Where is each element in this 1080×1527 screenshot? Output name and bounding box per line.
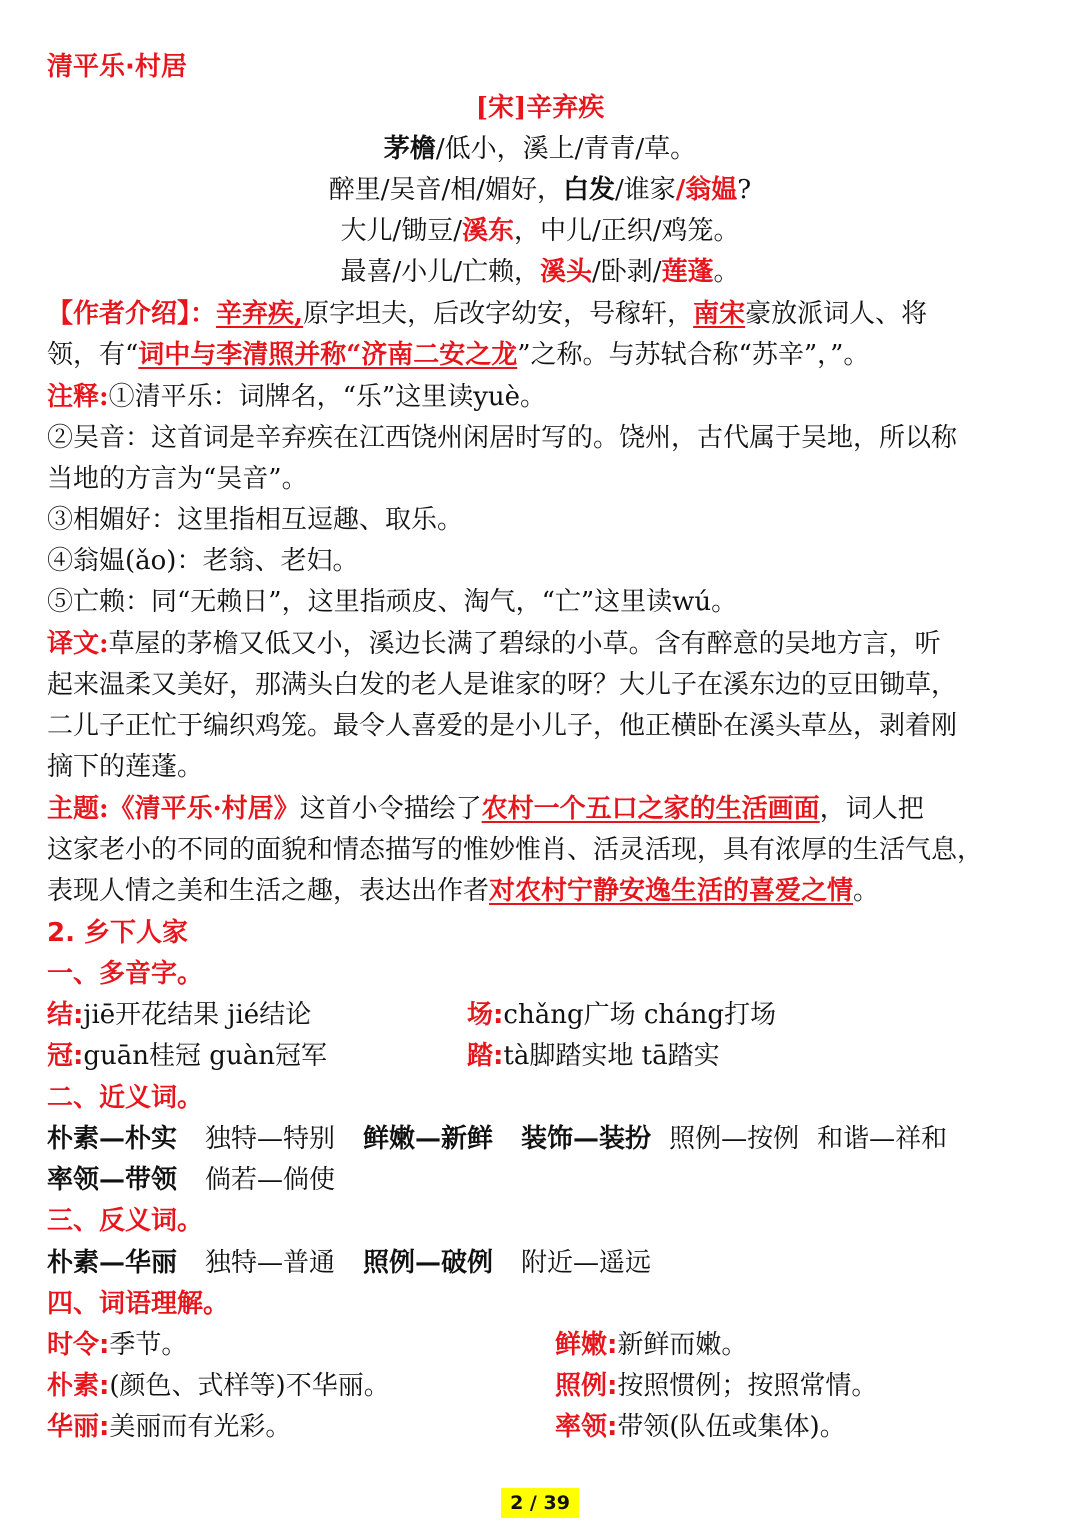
poem-line-2: 醉里/吴音/相/媚好，白发/谁家/翁媪? xyxy=(328,175,752,205)
note-5: ⑤亡赖：同“无赖日”，这里指顽皮、淘气，“亡”这里读wú。 xyxy=(47,587,738,617)
note-2a: ②吴音：这首词是辛弃疾在江西饶州闲居时写的。饶州，古代属于吴地，所以称 xyxy=(47,423,958,453)
antonyms-row: 朴素—华丽 独特—普通 照例—破例 附近—遥远 xyxy=(47,1248,652,1278)
section-polyphonic: 一、多音字。 xyxy=(47,959,204,989)
theme-line-3: 表现人情之美和生活之趣，表达出作者对农村宁静安逸生活的喜爱之情。 xyxy=(47,876,880,906)
theme-line-1: 主题:《清平乐·村居》这首小令描绘了农村一个五口之家的生活画面，词人把 xyxy=(47,794,924,824)
translation-line-2: 起来温柔又美好，那满头白发的老人是谁家的呀？大儿子在溪东边的豆田锄草， xyxy=(47,670,958,700)
synonyms-row-2: 率领—带领 倘若—倘使 xyxy=(47,1165,336,1195)
synonyms-row-1: 朴素—朴实 独特—特别 鲜嫩—新鲜 装饰—装扮 照例—按例 和谐—祥和 xyxy=(47,1124,948,1154)
translation-line-4: 摘下的莲蓬。 xyxy=(47,752,204,782)
page-number: 2 / 39 xyxy=(501,1488,579,1518)
translation-line-3: 二儿子正忙于编织鸡笼。最令人喜爱的是小儿子，他正横卧在溪头草丛，剥着刚 xyxy=(47,711,958,741)
poem-line-4: 最喜/小儿/亡赖，溪头/卧剥/莲蓬。 xyxy=(340,257,740,287)
note-2b: 当地的方言为“吴音”。 xyxy=(47,464,308,494)
note-1: 注释:①清平乐：词牌名，“乐”这里读yuè。 xyxy=(47,382,547,412)
author-intro-line-1: 【作者介绍】：辛弃疾,原字坦夫，后改字幼安，号稼轩，南宋豪放派词人、将 xyxy=(47,299,928,329)
poem-line-3: 大儿/锄豆/溪东，中儿/正织/鸡笼。 xyxy=(340,216,740,246)
word-meaning-row-3: 华丽:美丽而有光彩。 率领:带领(队伍或集体)。 xyxy=(47,1412,846,1442)
note-3: ③相媚好：这里指相互逗趣、取乐。 xyxy=(47,505,464,535)
poem-author: [宋]辛弃疾 xyxy=(475,93,605,123)
translation-line-1: 译文:草屋的茅檐又低又小，溪边长满了碧绿的小草。含有醉意的吴地方言，听 xyxy=(47,629,941,659)
lesson-title: 2. 乡下人家 xyxy=(47,918,189,948)
author-intro-line-2: 领，有“词中与李清照并称“济南二安之龙”之称。与苏轼合称“苏辛”，”。 xyxy=(47,340,870,370)
polyphonic-row-1: 结:jiē开花结果 jié结论 场:chǎng广场 cháng打场 xyxy=(47,1000,777,1030)
word-meaning-row-2: 朴素:(颜色、式样等)不华丽。 照例:按照惯例；按照常情。 xyxy=(47,1371,878,1401)
section-word-meaning: 四、词语理解。 xyxy=(47,1289,230,1319)
note-4: ④翁媪(ǎo)：老翁、老妇。 xyxy=(47,546,359,576)
word-meaning-row-1: 时令:季节。 鲜嫩:新鲜而嫩。 xyxy=(47,1330,748,1360)
poem-title: 清平乐·村居 xyxy=(47,52,187,82)
polyphonic-row-2: 冠:guān桂冠 guàn冠军 踏:tà脚踏实地 tā踏实 xyxy=(47,1041,720,1071)
section-antonyms: 三、反义词。 xyxy=(47,1206,204,1236)
section-synonyms: 二、近义词。 xyxy=(47,1083,204,1113)
poem-line-1: 茅檐/低小，溪上/青青/草。 xyxy=(383,134,697,164)
theme-line-2: 这家老小的不同的面貌和情态描写的惟妙惟肖、活灵活现，具有浓厚的生活气息， xyxy=(47,835,984,865)
